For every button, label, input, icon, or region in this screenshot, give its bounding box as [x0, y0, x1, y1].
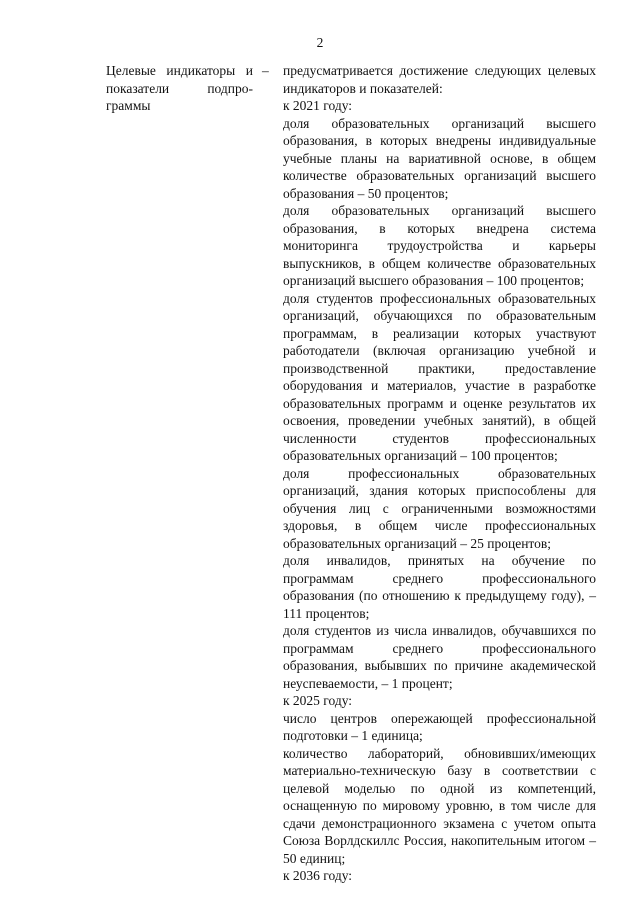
paragraph-intro: предусматривается достижение следующих целевых индикаторов и показателей:	[283, 63, 596, 96]
paragraph-indicator: доля студентов из числа инвалидов, обучавшихся по программам среднего профессионального образования, выбывших по причине академической неуспеваемости, – 1 процент;	[283, 623, 596, 691]
paragraph-year-2021: к 2021 году:	[283, 98, 353, 113]
page-number: 2	[316, 35, 324, 50]
indicator-list	[283, 62, 596, 885]
paragraph-indicator: число центров опережающей профессиональной подготовки – 1 единица;	[283, 710, 596, 743]
paragraph-indicator: доля инвалидов, принятых на обучение по программам среднего профессионального образования (по отношению к предыдущему году), – 111 процентов;	[283, 553, 596, 621]
paragraph-indicator: количество лабораторий, обновивших/имеющих материально-техническую базу в соответствии с целевой моделью по одной из компетенций, оснащенную по мировому уровню, в том числе для сдачи демонстрационного экзамена с учетом опыта Союза Ворлдскиллс Россия, накопительным итогом – 50 единиц;	[283, 745, 596, 866]
paragraph-indicator: доля студентов профессиональных образовательных организаций, обучающихся по образовательным программам, в реализации которых участвуют работодатели (включая организацию учебной и производственной практики, предоставление оборудования и материалов, участие в разработке образовательных программ и оценке результатов их освоения, проведении учебных занятий), в общей численности студентов профессиональных образовательных организаций – 100 процентов;	[283, 290, 596, 463]
label-separator: –	[262, 63, 269, 78]
paragraph-indicator: доля образовательных организаций высшего образования, в которых внедрены индивидуальные учебные планы на вариативной основе, в общем количестве образовательных организаций высшего образования – 50 процентов;	[283, 115, 596, 201]
indicator-label: Целевые индикаторы и показатели подпро-граммы	[106, 63, 253, 113]
paragraph-indicator: доля профессиональных образовательных организаций, здания которых приспособлены для обучения лиц с ограниченными возможностями здоровья, в общем числе профессиональных образовательных организаций – 25 процентов;	[283, 465, 596, 551]
paragraph-year-2036: к 2036 году:	[283, 868, 353, 883]
paragraph-year-2025: к 2025 году:	[283, 693, 353, 708]
paragraph-indicator: доля образовательных организаций высшего образования, в которых внедрена система мониторинга трудоустройства и карьеры выпускников, в общем количестве образовательных организаций высшего образования – 100 процентов;	[283, 203, 596, 288]
